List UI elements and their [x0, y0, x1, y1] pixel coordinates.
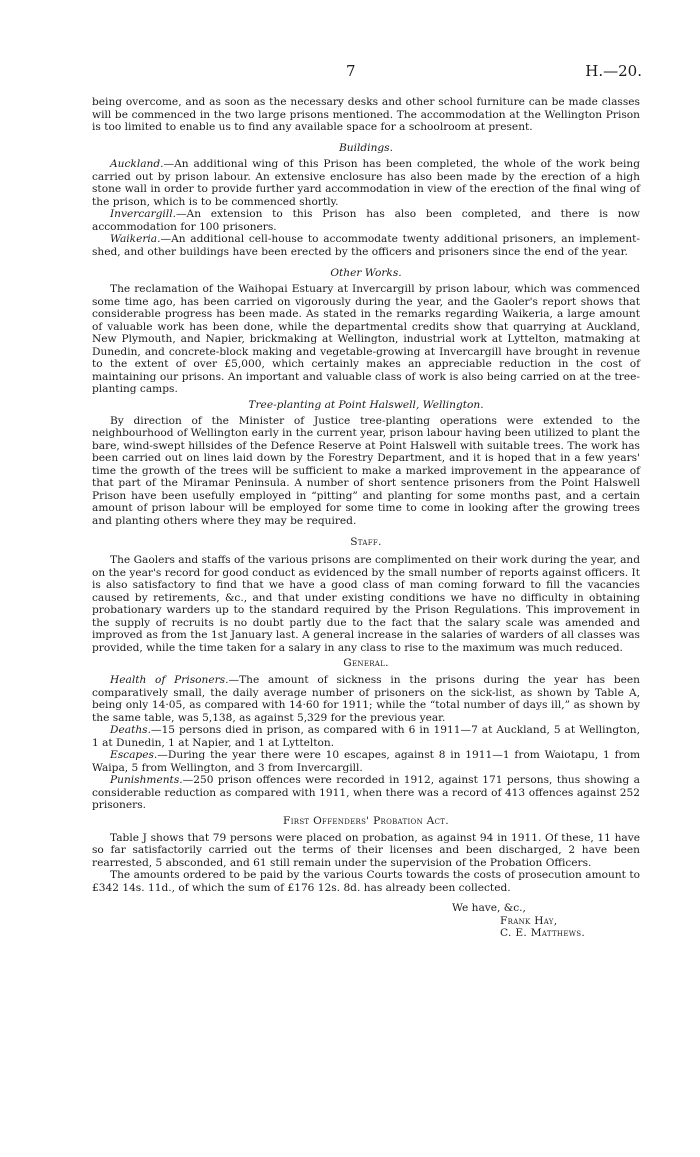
- page-header: [0, 62, 700, 80]
- place-label: Invercargill.: [110, 208, 176, 221]
- paragraph-text: —An additional wing of this Prison has been completed, the whole of the work being carried out by prison labour. An extensive enclosure has also been made by the erection of a high stone wall in order to provide further yard accommodation in view of the erection of the final wing of the prison, which is to be commenced shortly.: [92, 158, 640, 208]
- paragraph-auckland: [92, 158, 640, 208]
- item-label: Deaths.: [110, 724, 151, 737]
- paragraph-invercargill: [92, 208, 640, 233]
- place-label: Waikeria.: [110, 233, 161, 246]
- general-heading: General.: [343, 657, 389, 670]
- paragraph-text: —15 persons died in prison, as compared with 6 in 1911—7 at Auckland, 5 at Wellington, 1 at Dunedin, 1 at Napier, and 1 at Lyttelton.: [92, 724, 640, 749]
- buildings-heading: Buildings.: [339, 141, 393, 154]
- item-label: Punishments.: [110, 774, 183, 787]
- paragraph-waikeria: [92, 233, 640, 258]
- paragraph-deaths: [92, 724, 640, 749]
- first-offenders-paragraph-2: The amounts ordered to be paid by the various Courts towards the costs of prosecution amount to £342 14s. 11d., of which the sum of £176 12s. 8d. has already been collected.: [92, 869, 640, 894]
- signature-block: [452, 902, 640, 940]
- item-label: Escapes.: [110, 749, 158, 762]
- paragraph-text: —An additional cell-house to accommodate twenty additional prisoners, an implement-shed, and other buildings have been erected by the officers and prisoners since the end of the year.: [92, 233, 640, 259]
- first-offenders-paragraph-1: Table J shows that 79 persons were placed on probation, as against 94 in 1911. Of these, 11 have so far satisfactorily carried out the terms of their licenses and been discharged, 2 have been rearrested, 5 absconded, and 61 still remain under the supervision of the Probation Officers.: [92, 831, 640, 869]
- item-label: Health of Prisoners.: [110, 673, 229, 686]
- staff-heading: Staff.: [350, 535, 382, 548]
- page-number: 7: [346, 62, 356, 80]
- signatory-name: C. E. Matthews.: [500, 927, 585, 940]
- staff-paragraph: The Gaolers and staffs of the various prisons are complimented on their work during the year, and on the year's record for good conduct as evidenced by the small number of reports against officers. It is also satisfactory to find that we have a good class of man coming forward to fill the vacancies caused by retirements, &c., and that under existing conditions we have no difficulty in obtaining probationary warders up to the standard required by the Prison Regulations. This improvement in the supply of recruits is no doubt partly due to the fact that the salary scale was amended and improved as from the 1st January last. A general increase in the salaries of warders of all classes was provided, while the time taken for a salary in any class to rise to the maximum was much reduced.: [92, 554, 640, 654]
- paragraph-text: —The amount of sickness in the prisons during the year has been comparatively small, the daily average number of prisoners on the sick-list, as shown by Table A, being only 14·05, as compared with 14·60 for 1911; while the “total number of days ill,” as shown by the same table, was 5,138, as against 5,329 for the previous year.: [92, 673, 640, 724]
- document-reference: H.—20.: [585, 62, 642, 80]
- paragraph-text: —250 prison offences were recorded in 1912, against 171 persons, thus showing a considerable reduction as compared with 1911, when there was a record of 413 offences against 252 prisoners.: [92, 774, 640, 812]
- place-label: Auckland.: [110, 158, 164, 171]
- closing-line: We have, &c.,: [452, 902, 526, 915]
- other-works-heading: Other Works.: [330, 266, 402, 279]
- paragraph-punishments: [92, 774, 640, 812]
- intro-paragraph: being overcome, and as soon as the necessary desks and other school furniture can be made classes will be commenced in the two large prisons mentioned. The accommodation at the Wellington Prison is too limited to enable us to find any available space for a schoolroom at present.: [92, 96, 640, 134]
- signatory-name: Frank Hay,: [500, 914, 558, 927]
- other-works-paragraph: The reclamation of the Waihopai Estuary at Invercargill by prison labour, which was commenced some time ago, has been carried on vigorously during the year, and the Gaoler's report shows that considerable progress has been made. As stated in the remarks regarding Waikeria, a large amount of valuable work has been done, while the departmental credits show that quarrying at Auckland, New Plymouth, and Napier, brickmaking at Wellington, industrial work at Lyttelton, matmaking at Dunedin, and concrete-block making and vegetable-growing at Invercargill have brought in revenue to the extent of over £5,000, which certainly makes an appreciable reduction in the cost of maintaining our prisons. An important and valuable class of work is also being carried on at the tree-planting camps.: [92, 283, 640, 396]
- tree-planting-paragraph: By direction of the Minister of Justice tree-planting operations were extended to the neighbourhood of Wellington early in the current year, prison labour having been utilized to plant the bare, wind-swept hillsides of the Defence Reserve at Point Halswell with suitable trees. The work has been carried out on lines laid down by the Forestry Department, and it is hoped that in a few years' time the growth of the trees will be sufficient to make a marked improvement in the appearance of that part of the Miramar Peninsula. A number of short sentence prisoners from the Point Halswell Prison have been usefully employed in “pitting” and planting for some months past, and a certain amount of prison labour will be employed for some time to come in looking after the growing trees and planting others where they may be required.: [92, 414, 640, 527]
- document-body: [92, 96, 640, 940]
- paragraph-escapes: [92, 749, 640, 774]
- paragraph-health: [92, 674, 640, 724]
- first-offenders-heading: First Offenders' Probation Act.: [283, 814, 449, 827]
- paragraph-text: —An extension to this Prison has also been completed, and there is now accommodation for 100 prisoners.: [92, 208, 640, 233]
- paragraph-text: —During the year there were 10 escapes, against 8 in 1911—1 from Waiotapu, 1 from Waipa, 5 from Wellington, and 3 from Invercargill.: [92, 749, 640, 774]
- tree-planting-heading: Tree-planting at Point Halswell, Wellington.: [248, 399, 484, 412]
